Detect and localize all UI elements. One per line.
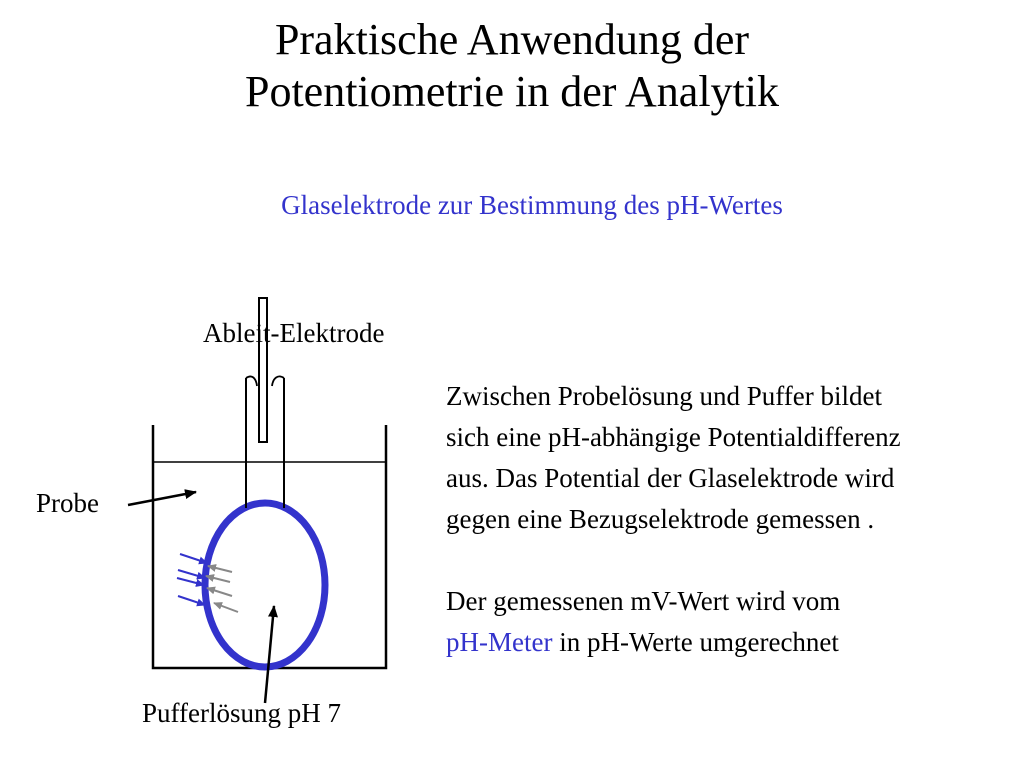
title-line-1: Praktische Anwendung der	[274, 15, 750, 64]
probe-pointer-arrow	[128, 492, 196, 505]
ph-meter-rest: in pH-Werte umgerechnet	[552, 627, 839, 657]
glass-membrane	[205, 503, 325, 667]
paragraph-gap	[446, 540, 1024, 581]
ion-arrow-gray-1	[208, 566, 232, 572]
slide-subtitle: Glaselektrode zur Bestimmung des pH-Wertes	[281, 190, 783, 220]
ph-meter-term: pH-Meter	[446, 627, 553, 657]
description-line: Zwischen Probelösung und Puffer bildet	[446, 381, 882, 411]
ion-arrow-blue-4	[178, 596, 205, 605]
description-line: sich eine pH-abhängige Potentialdifferenz	[446, 422, 901, 452]
description-line: gegen eine Bezugselektrode gemessen .	[446, 504, 875, 534]
description-text	[446, 376, 1024, 663]
title-line-2: Potentiometrie in der Analytik	[244, 67, 779, 116]
description-line: aus. Das Potential der Glaselektrode wird	[446, 463, 895, 493]
buffer-pointer-arrow	[265, 606, 274, 703]
ion-arrow-blue-2	[178, 570, 205, 578]
description-line-ph-meter	[446, 622, 1024, 663]
ion-arrow-gray-4	[214, 603, 238, 612]
ion-arrow-blue-3	[177, 578, 204, 585]
electrode-shoulder-right	[272, 376, 284, 386]
ion-arrow-gray-2	[206, 576, 230, 582]
buffer-label: Pufferlösung pH 7	[142, 698, 341, 728]
description-line: Der gemessenen mV-Wert wird vom	[446, 586, 841, 616]
electrode-shoulder-left	[246, 376, 257, 386]
probe-label: Probe	[36, 488, 99, 518]
electrode-label: Ableit-Elektrode	[203, 318, 385, 348]
ion-arrow-blue-1	[180, 554, 207, 563]
ion-arrow-gray-3	[207, 588, 232, 596]
